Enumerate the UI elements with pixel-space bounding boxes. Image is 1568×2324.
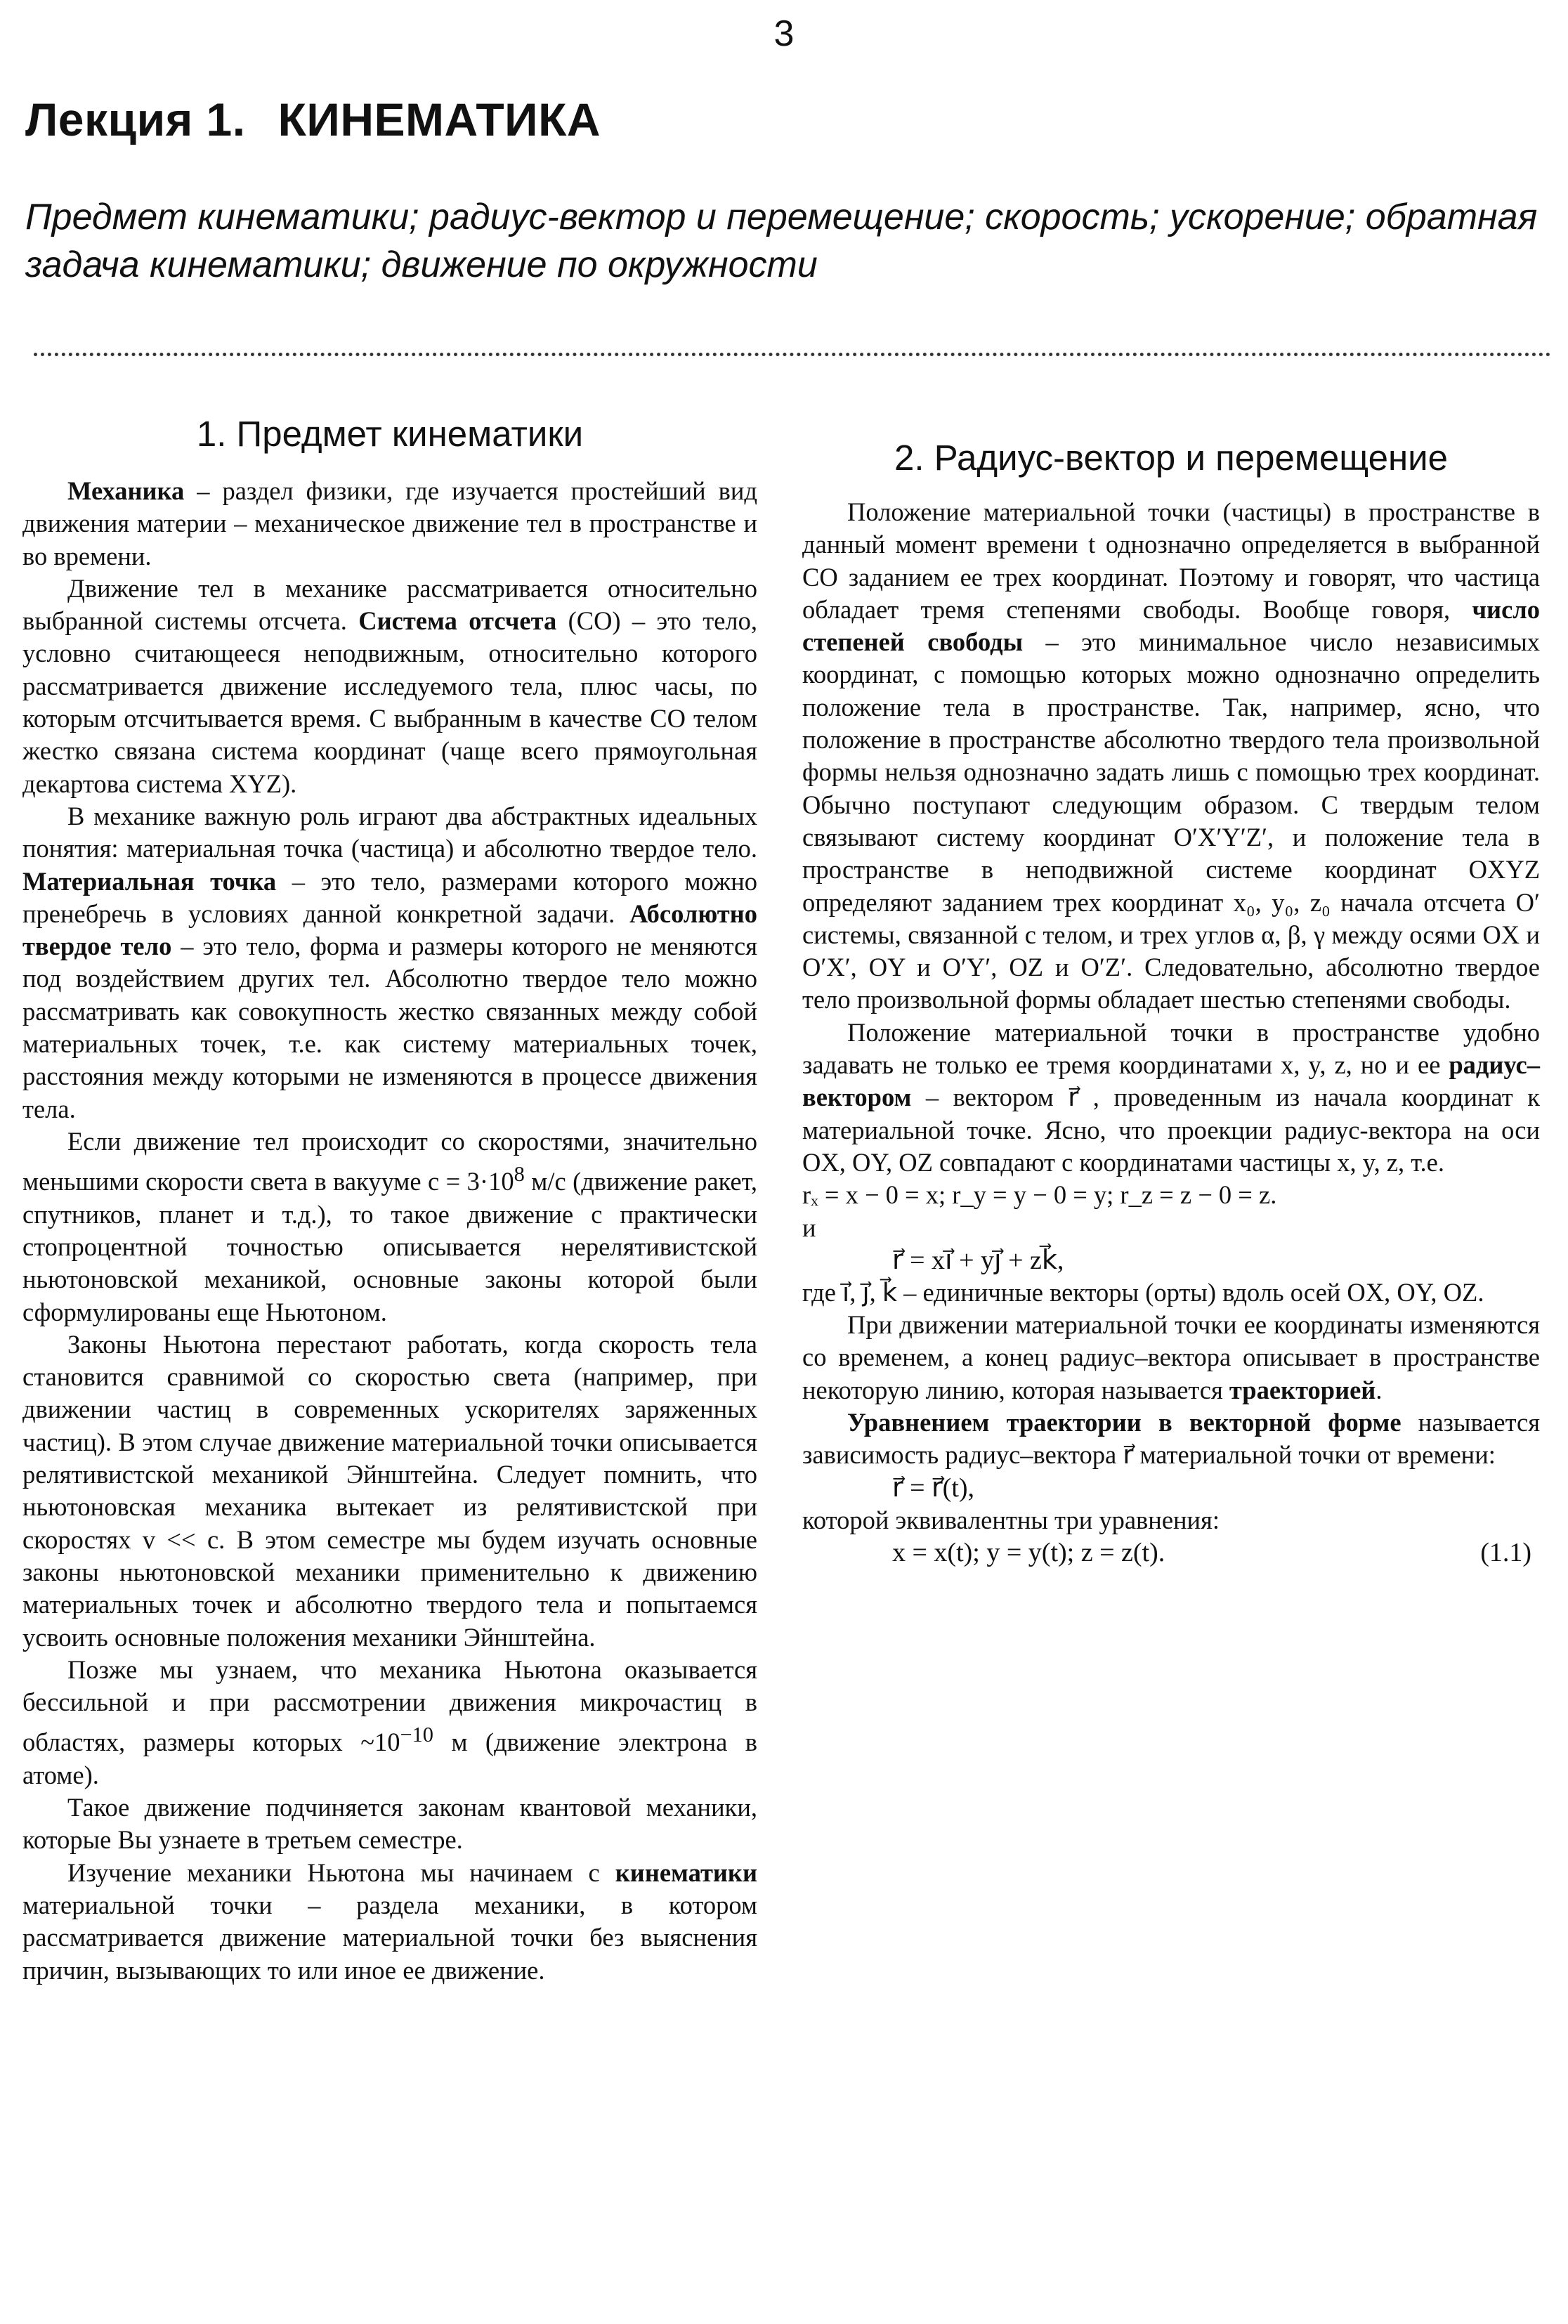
coordinate-equations [802,1536,1540,1569]
left-column [22,400,757,1987]
term-radius-vector: радиус–вектором [802,1050,1540,1112]
section-1-title: 1. Предмет кинематики [196,414,584,454]
dotted-divider [34,353,1551,356]
lecture-subtitle: Предмет кинематики; радиус-вектор и перемещение; скорость; ускорение; обратная задача кинематики; движение по окружности [25,197,1538,285]
size-exponent: −10 [400,1723,434,1747]
section-2-title: 2. Радиус-вектор и перемещение [894,438,1449,478]
s2-paragraph-4: При движении материальной точки ее координаты изменяются со временем, а конец радиус–вектора описывает в пространстве некоторую линию, которая называется траекторией. [802,1310,1540,1404]
trajectory-vector-formula: r⃗ = r⃗(t), [892,1473,975,1503]
s1-paragraph-2: Движение тел в механике рассматривается относительно выбранной системы отсчета. Система отсчета (СО) – это тело, условно считающееся неподвижным, относительно которого рассматривается движение исследуемого тела, плюс часы, по которым отсчитывается время. С выбранным в качестве СО телом жестко связана система координат (чаще всего прямоугольная декартова система XYZ). [22,573,757,798]
term-mechanics: Механика [67,476,185,505]
s2-paragraph-1: Положение материальной точки (частицы) в пространстве в данный момент времени t однозначно определяется в выбранной СО заданием ее трех координат. Поэтому и говорят, что частица обладает тремя степенями свободы. Вообще говоря, число степеней свободы – это минимальное число независимых координат, с помощью которых можно однозначно определить положение тела в пространстве. Так, например, ясно, что положение в пространстве абсолютно твердого тела произвольной формы нельзя однозначно задать лишь с помощью трех координат. Обычно поступают следующим образом. С твердым телом связывают систему координат O′X′Y′Z′, и положение тела в пространстве в неподвижной системе координат OXYZ определяют заданием трех координат x₀, y₀, z₀ начала отсчета O′ системы, связанной с телом, и трех углов α, β, γ между осями OX и O′X′, OY и O′Y′, OZ и O′Z′. Следовательно, абсолютно твердое тело произвольной формы обладает шестью степенями свободы. [802,497,1541,1014]
projections-formula: rₓ = x − 0 = x; r_y = y − 0 = y; r_z = z − 0 = z. [802,1180,1277,1210]
term-rigid-body: Абсолютно твердое тело [22,899,757,961]
s1-paragraph-1: Механика – раздел физики, где изучается простейший вид движения материи – механическое движение тел в пространстве и во времени. [22,476,757,570]
s2-paragraph-5: Уравнением траектории в векторной форме называется зависимость радиус–вектора r⃗ материальной точки от времени: [802,1408,1540,1470]
term-reference-frame: Система отсчета [358,606,557,636]
radius-vector-formula: r⃗ = xi⃗ + yj⃗ + zk⃗, [892,1245,1064,1275]
s1-paragraph-5: Законы Ньютона перестают работать, когда скорость тела становится сравнимой со скоростью света (например, при движении частиц в современных ускорителях заряженных частиц). В этом случае движение материальной точки описывается релятивистской механикой Эйнштейна. Следует помнить, что ньютоновская механика вытекает из релятивистской при скоростях v << c. В этом семестре мы будем изучать основные законы ньютоновской механики применительно к движению материальных точек и абсолютно твердого тела и попытаемся усвоить основные положения механики Эйнштейна. [22,1329,757,1652]
equation-number: (1.1) [1480,1537,1531,1567]
speed-of-light-exponent: 8 [514,1162,525,1187]
term-degrees-of-freedom: число степеней свободы [802,594,1540,657]
s2-paragraph-3: где i⃗, j⃗, k⃗ – единичные векторы (орты) вдоль осей OX, OY, OZ. [802,1277,1484,1307]
xyz-formula: x = x(t); y = y(t); z = z(t). [892,1537,1165,1567]
term-trajectory-equation: Уравнением траектории в векторной форме [847,1408,1402,1437]
and-word: и [802,1213,816,1242]
term-material-point: Материальная точка [22,866,277,896]
s1-paragraph-6: Позже мы узнаем, что механика Ньютона оказывается бессильной и при рассмотрении движения микрочастиц в областях, размеры которых $\sim 10^{-10}$ м (движение электрона в атоме). [22,1654,757,1789]
lecture-label: Лекция 1. [25,93,246,145]
right-column [802,407,1540,1569]
s1-paragraph-4: Если движение тел происходит со скоростями, значительно меньшими скорости света в вакууме $c = 3\cdot 10^8$ м/с (движение ракет, спутников, планет и т.д.), то такое движение с практически стопроцентной точностью описывается нерелятивистской ньютоновской механикой, основные законы которой были сформулированы еще Ньютоном. [22,1126,757,1326]
s1-paragraph-8: Изучение механики Ньютона мы начинаем с кинематики материальной точки – раздела механики, в котором рассматривается движение материальной точки без выяснения причин, вызывающих то или иное ее движение. [22,1858,757,1985]
lecture-name: КИНЕМАТИКА [277,93,601,145]
lecture-title [25,93,601,146]
s2-paragraph-6: которой эквивалентны три уравнения: [802,1505,1220,1534]
s1-paragraph-3: В механике важную роль играют два абстрактных идеальных понятия: материальная точка (частица) и абсолютно твердое тело. Материальная точка – это тело, размерами которого можно пренебречь в условиях данной конкретной задачи. Абсолютно твердое тело – это тело, форма и размеры которого не меняются под воздействием других тел. Абсолютно твердое тело можно рассматривать как совокупность жестко связанных между собой материальных точек, т.е. как систему материальных точек, расстояния между которыми не изменяются в процессе движения тела. [22,801,758,1123]
s1-paragraph-7: Такое движение подчиняется законам квантовой механики, которые Вы узнаете в третьем семестре. [22,1793,757,1855]
s2-paragraph-2: Положение материальной точки в пространстве удобно задавать не только ее тремя координатами x, y, z, но и ее радиус–вектором – вектором r⃗ , проведенным из начала координат к материальной точке. Ясно, что проекции радиус-вектора на оси OX, OY, OZ совпадают с координатами частицы x, y, z, т.е. [802,1017,1540,1177]
page-number: 3 [773,13,795,54]
term-trajectory: траекторией [1229,1375,1376,1404]
term-kinematics: кинематики [615,1858,757,1887]
